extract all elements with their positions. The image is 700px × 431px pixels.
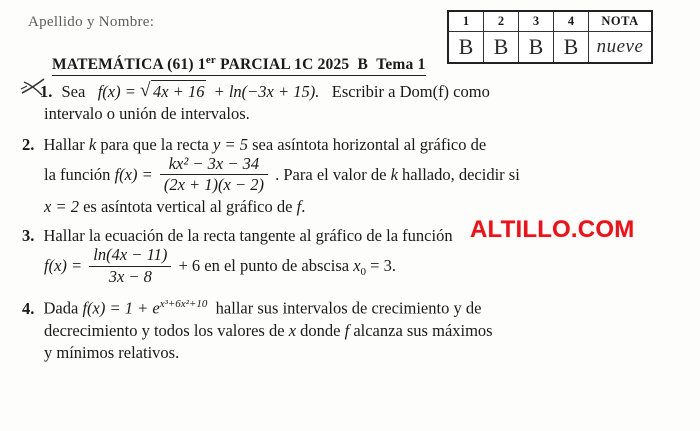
p3-l1: Hallar la ecuación de la recta tangente al gráfico de la función [43,226,453,245]
exam-title-line [52,54,426,76]
p4-l2: decrecimiento y todos los valores de [44,320,285,340]
problem-4-line-2 [22,320,682,342]
problem-3-line-2 [22,247,682,287]
problem-4-line-3: y mínimos relativos. [44,343,180,363]
p2-numerator: kx² − 3x − 34 [160,155,268,175]
parcial-word: PARCIAL [220,56,291,74]
p1-sqrt [140,80,209,103]
exam-group: B [357,56,369,74]
problem-4-number: 4. [22,298,35,318]
p4-e: e [152,298,160,318]
p1-sea: Sea [61,82,86,101]
p2-l1a: Hallar [43,134,85,154]
p3-numerator: ln(4x − 11) [89,246,171,266]
problem-2-line-1 [22,134,682,156]
p2-l2a: la función [44,164,111,184]
p2-fx: f(x) = [114,164,153,184]
problem-1-line-2: intervalo o unión de intervalos. [44,104,250,124]
p3-fraction [89,246,171,286]
grade-mark-4: B [554,32,589,64]
p3-denominator: 3x − 8 [108,266,152,286]
p2-l1b: para que la recta [100,134,209,154]
p2-x2: x = 2 [44,196,79,216]
student-name-label: Apellido y Nombre: [28,14,155,30]
problem-2-line-3 [22,196,682,218]
p4-l1a: Dada [43,298,79,318]
p4-fx: f(x) = 1 + [82,298,149,318]
p3-x0-subscript: 0 [360,266,367,279]
p2-period: . [301,196,306,216]
p3-tail: + 6 en el punto de abscisa [178,256,350,276]
problem-4-line-1 [22,297,682,320]
p2-y5: y = 5 [213,134,248,154]
grade-table-header-row [448,11,652,32]
p2-denominator: (2x + 1)(x − 2) [163,175,264,195]
p2-l1c: sea asíntota horizontal al gráfico de [252,134,487,154]
p2-l2c: hallado, decidir si [402,164,520,184]
p1-tail: Escribir a Dom(f) como [331,82,490,101]
grade-mark-nota: nueve [589,32,653,64]
p3-eq3: = 3. [370,256,396,276]
grade-mark-2: B [484,32,519,64]
p3-x0: x [353,256,361,276]
grade-col-2: 2 [484,11,519,32]
grade-col-3: 3 [519,11,554,32]
problem-4 [22,297,682,364]
p2-k: k [88,134,97,154]
grade-table-marks-row [448,32,652,64]
p2-k-2: k [390,164,398,184]
course-code: (61) [167,56,194,74]
p4-f: f [344,320,350,340]
grade-col-1: 1 [448,11,484,32]
problem-2 [22,134,682,218]
p4-exponent: x³+6x²+10 [159,298,208,311]
p2-l2b: . Para el valor de [275,164,387,184]
problem-3-line-1 [22,225,682,247]
p2-l3b: es asíntota vertical al gráfico de [83,196,293,216]
p2-f: f [296,196,302,216]
parcial-ordinal-suffix: er [205,54,216,66]
grade-col-nota: NOTA [589,11,653,32]
p4-l1b: hallar sus intervalos de crecimiento y de [215,298,482,318]
problem-1 [22,80,682,126]
p1-ln-term: + ln(−3x + 15). [213,82,320,101]
p4-x: x [288,320,297,340]
p2-fraction [160,155,268,195]
grade-mark-3: B [519,32,554,64]
problem-1-line-1 [22,80,682,103]
problem-2-number: 2. [22,134,35,154]
p4-l2b: donde [300,320,341,340]
p1-fx: f(x) = [97,82,136,101]
p4-l2c: alcanza sus máximos [353,320,493,340]
course-name: MATEMÁTICA [52,56,164,74]
exam-tema: Tema 1 [376,56,426,74]
parcial-ordinal: 1 [197,56,206,74]
grade-table [447,10,653,64]
p3-fx: f(x) = [44,256,83,276]
grade-mark-1: B [448,32,484,64]
p1-radicand: 4x + 16 [151,80,206,103]
grade-col-4: 4 [554,11,589,32]
problem-list [22,80,682,369]
altillo-watermark: ALTILLO.COM [470,216,635,243]
exam-period: 1C 2025 [294,56,350,74]
problem-2-line-2 [22,153,682,196]
problem-3 [22,225,682,287]
problem-1-number: 1. [40,82,53,101]
problem-3-number: 3. [22,226,35,245]
